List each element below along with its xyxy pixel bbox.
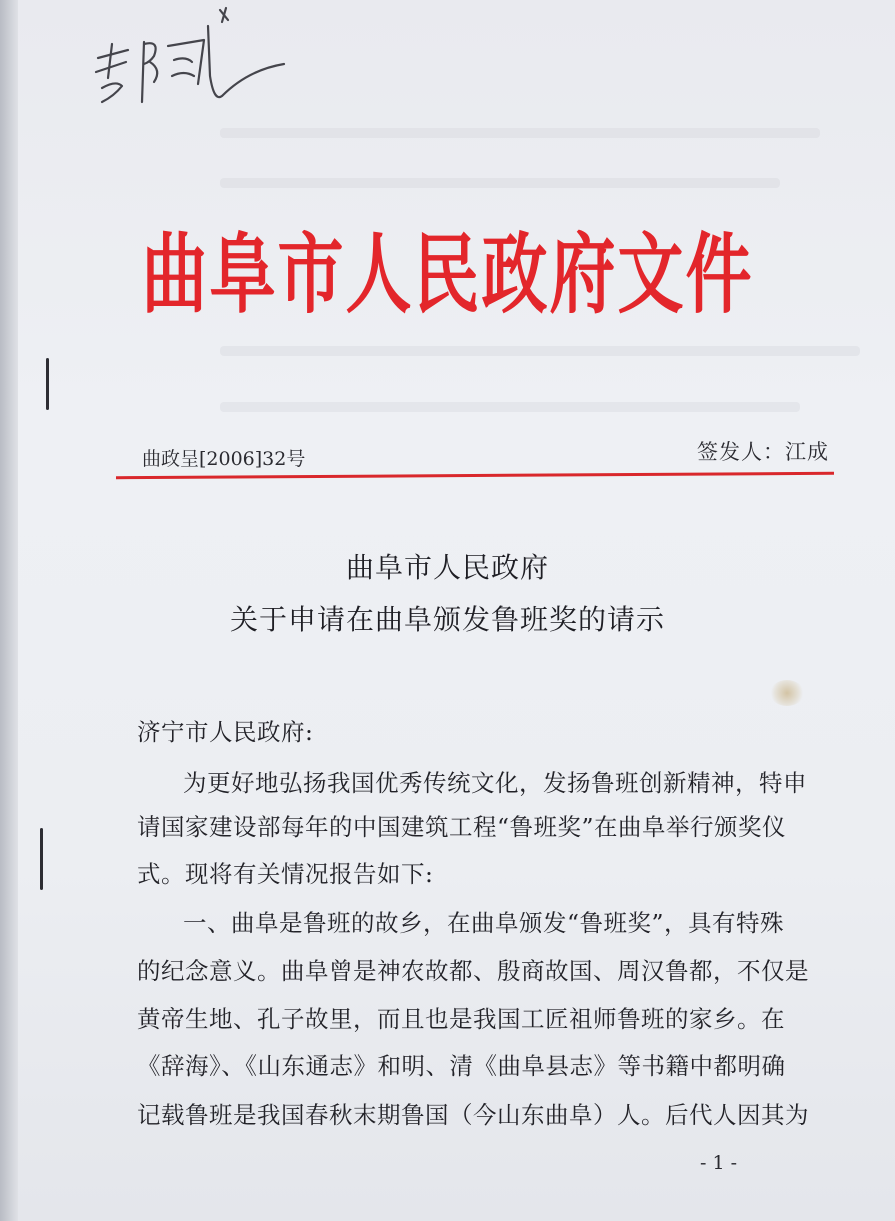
paper-stain (770, 680, 804, 706)
body-line: 《辞海》、《山东通志》和明、清《曲阜县志》等书籍中都明确 (137, 1052, 786, 1080)
staple-mark (40, 828, 43, 890)
handwritten-signature (88, 6, 288, 111)
body-line: 记载鲁班是我国春秋末期鲁国（今山东曲阜）人。后代人因其为 (137, 1101, 809, 1129)
body-line: 黄帝生地、孔子故里，而且也是我国工匠祖师鲁班的家乡。在 (137, 1005, 785, 1033)
bleed-through-mark (220, 128, 820, 138)
salutation: 济宁市人民政府: (137, 718, 314, 746)
body-line: 的纪念意义。曲阜曾是神农故都、殷商故国、周汉鲁都，不仅是 (137, 957, 809, 985)
body-line: 一、曲阜是鲁班的故乡，在曲阜颁发“鲁班奖”，具有特殊 (183, 909, 785, 937)
document-title-line-1: 曲阜市人民政府 (345, 551, 549, 584)
page-number: - 1 - (700, 1152, 738, 1174)
staple-mark (46, 358, 49, 410)
signer-label: 签发人：江成 (697, 440, 829, 464)
bleed-through-mark (220, 178, 780, 188)
bleed-through-mark (220, 346, 860, 356)
body-line: 为更好地弘扬我国优秀传统文化，发扬鲁班创新精神，特申 (183, 769, 807, 797)
red-separator-line (116, 472, 834, 479)
document-number: 曲政呈[2006]32号 (142, 448, 306, 470)
document-title-line-2: 关于申请在曲阜颁发鲁班奖的请示 (229, 603, 665, 636)
body-line: 请国家建设部每年的中国建筑工程“鲁班奖”在曲阜举行颁奖仪 (137, 813, 787, 841)
red-header-title: 曲阜市人民政府文件 (141, 224, 754, 326)
body-line: 式。现将有关情况报告如下: (137, 860, 434, 888)
bleed-through-mark (220, 402, 800, 412)
